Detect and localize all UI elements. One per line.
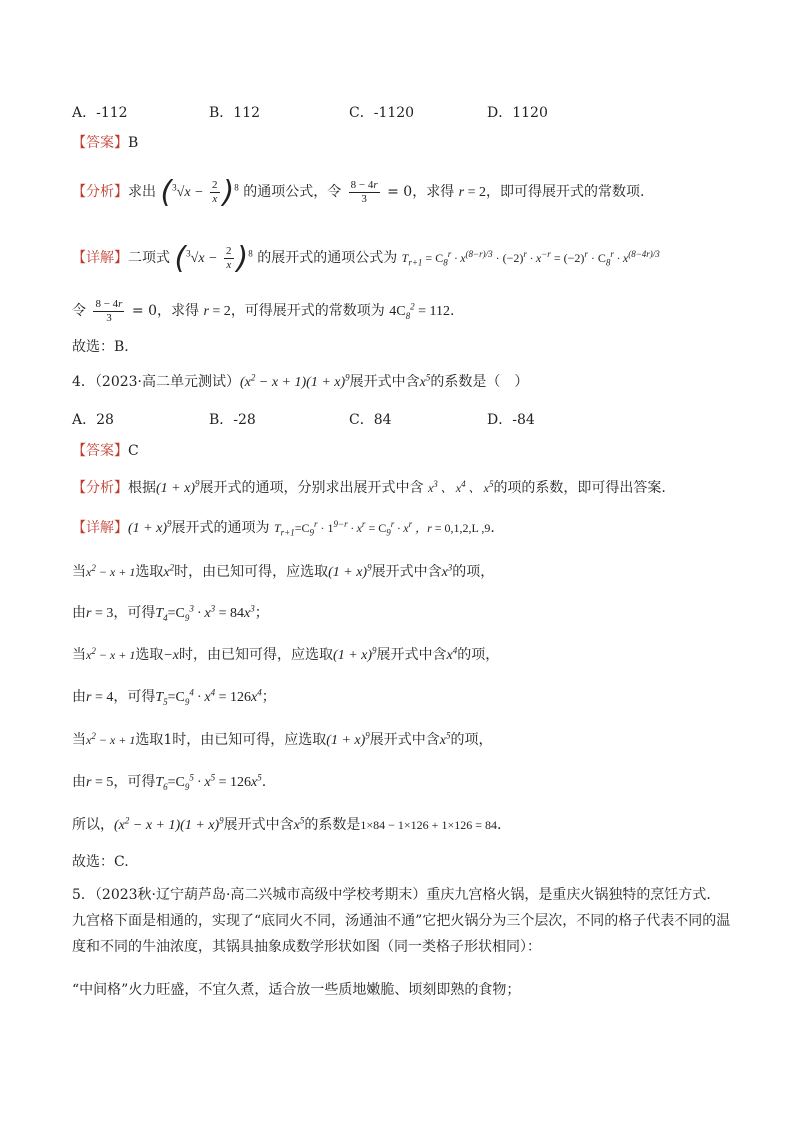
line4-mid: = 0，求得 <box>131 303 199 319</box>
line4-post: ，可得展开式的常数项为 <box>230 303 385 319</box>
q4-stem-prefix: 4．（2023·高二单元测试） <box>72 374 240 390</box>
case1-x3: $x^3$ <box>441 562 453 580</box>
q4-binomial: $(1 + x)^9$ <box>156 478 200 496</box>
analysis-tag: 【分析】 <box>72 184 128 200</box>
case1-pre: 当 <box>72 564 86 580</box>
sum-post: 的系数是 <box>304 817 361 833</box>
case1-binomial: $(1 + x)^9$ <box>328 562 372 580</box>
case2-poly: $x^2 - x + 1$ <box>86 646 136 662</box>
exponent-fraction-2: $\frac{8 - 4r}{3}$ <box>95 297 123 324</box>
r5-term: $T_6=C_9^5 \cdot x^5 = 126x^5$ <box>155 772 262 792</box>
sum-expression: $(x^2 - x + 1)(1 + x)^9$ <box>114 815 224 833</box>
r3-term: $T_4=C_9^3 \cdot x^3 = 84x^3$ <box>155 603 255 623</box>
case3-c: 展开式中含 <box>369 732 440 748</box>
general-term-formula: $T_{r+1} = C_8^r \cdot x^{(8-r)/3} \cdot (-2)^r \cdot x^{-r} = (-2)^r \cdot C_8^r \cdot x^{(8-4r)/3}$ <box>401 249 660 268</box>
r3-line: 由r = 3，可得$T_4=C_9^3 \cdot x^3 = 84x^3$； <box>72 603 269 623</box>
case1-d: 的项， <box>452 564 495 580</box>
option-b: B．112 <box>209 105 261 121</box>
sum-mid: 展开式中含 <box>223 817 294 833</box>
option-d: D．1120 <box>487 105 548 121</box>
case3-d: 的项， <box>450 732 493 748</box>
q5-paragraph: 5．（2023秋·辽宁葫芦岛·高二兴城市高级中学校考期末）重庆九宫格火锅，是重庆火锅独特的烹饪方式．九宫格下面是相通的，实现了“底同火不同，汤通油不通”它把火锅分为三个层次，不同的格子代表不同的温度和不同的牛油浓度，其锅具抽象成数学形状如图（同一类格子形状相同）： <box>72 887 731 955</box>
q4-stem-suffix: 的系数是（ ） <box>430 374 529 390</box>
q4-detail-line: 【详解】$(1 + x)^9$展开式的通项为 $T_{r+1}=C_9^r \cdot 1^{9-r} \cdot x^r = C_9^r \cdot x^r$ ，r = 0,1,2,L ,9. <box>72 518 495 538</box>
case2-d: 的项， <box>457 647 500 663</box>
q4-powers: $x^3$ 、 $x^4$ 、 $x^5$ <box>427 479 494 495</box>
constant-term: $4C_8^2 = 112$ <box>389 301 450 321</box>
q4-answer-line <box>72 441 139 461</box>
case3-pre: 当 <box>72 732 86 748</box>
q4-option-d: D．-84 <box>487 412 535 428</box>
case2-line <box>72 645 499 666</box>
case2-pre: 当 <box>72 647 86 663</box>
r4-term: $T_5=C_9^4 \cdot x^4 = 126x^4$ <box>155 687 262 707</box>
answer-tag: 【答案】 <box>72 135 128 151</box>
q4-analysis-pre: 根据 <box>128 480 156 496</box>
q4-option-a: A．28 <box>72 412 114 428</box>
r4-pre: 由 <box>72 689 86 705</box>
q4-expression: $(x^2 - x + 1)(1 + x)^9$ <box>240 372 350 390</box>
case3-x5: $x^5$ <box>439 730 451 748</box>
q4-option-c: C．84 <box>349 412 392 428</box>
q4-general-term: $T_{r+1}=C_9^r \cdot 1^{9-r} \cdot x^r = C_9^r \cdot x^r$ ，r = 0,1,2,L ,9 <box>273 519 491 538</box>
option-c: C．-1120 <box>349 105 415 121</box>
answer-value: B <box>128 135 139 151</box>
detail-tag: 【详解】 <box>72 250 128 266</box>
case1-c: 展开式中含 <box>371 564 442 580</box>
case2-b: 时，由已知可得，应选取 <box>179 647 334 663</box>
r-value: r = 2 <box>458 185 487 200</box>
sum-pre: 所以， <box>72 817 114 833</box>
case2-binomial: $(1 + x)^9$ <box>333 645 377 663</box>
detail-line-2: 令 $\frac{8 - 4r}{3}$ = 0，求得 r = 2，可得展开式的常数项为 $4C_8^2 = 112$. <box>72 297 455 324</box>
r-value-2: r = 2 <box>203 304 231 319</box>
q4-answer-tag: 【答案】 <box>72 443 128 459</box>
case1-x2: $x^2$ <box>163 562 175 580</box>
r4-value: r = 4 <box>86 690 114 705</box>
q3-conclusion: 故选：B. <box>72 339 129 355</box>
q4-binomial-2: $(1 + x)^9$ <box>128 518 172 536</box>
q4-analysis-end: 的项的系数，即可得出答案. <box>493 480 666 496</box>
r3-value: r = 3 <box>86 606 114 621</box>
case3-binomial: $(1 + x)^9$ <box>326 730 370 748</box>
case2-x4: $x^4$ <box>446 645 458 663</box>
analysis-mid: 的通项公式，令 <box>243 184 342 200</box>
sum-line: 所以，$(x^2 - x + 1)(1 + x)^9$展开式中含$x^5$的系数是1×84 − 1×126 + 1×126 = 84. <box>72 815 502 833</box>
r5-mid: ，可得 <box>113 774 156 790</box>
case1-poly: $x^2 - x + 1$ <box>86 563 136 579</box>
r4-mid: ，可得 <box>113 689 156 705</box>
r4-line: 由r = 4，可得$T_5=C_9^4 \cdot x^4 = 126x^4$； <box>72 687 276 707</box>
q4-answer-value: C <box>128 443 139 459</box>
analysis-post: ，即可得展开式的常数项. <box>486 184 645 200</box>
q4-detail-tag: 【详解】 <box>72 520 128 536</box>
analysis-pre: 求出 <box>128 184 156 200</box>
analysis-eq: = 0，求得 <box>387 184 455 200</box>
q4-term: $x^5$ <box>419 372 431 390</box>
q4-analysis-line <box>72 478 666 499</box>
exponent-fraction: $\frac{8 - 4r}{3}$ <box>350 178 378 205</box>
case2-minus-x: −x <box>163 648 180 663</box>
line4-pre: 令 <box>72 303 86 319</box>
q5-last-line: “中间格”火力旺盛，不宜久煮，适合放一些质地嫩脆、顷刻即熟的食物； <box>72 982 521 998</box>
detail-line <box>72 240 660 276</box>
case2-c: 展开式中含 <box>376 647 447 663</box>
detail-pre: 二项式 <box>128 250 170 266</box>
q4-stem-mid: 展开式中含 <box>349 374 420 390</box>
case3-poly: $x^2 - x + 1$ <box>86 731 136 747</box>
case3-line <box>72 730 493 751</box>
q4-analysis-tag: 【分析】 <box>72 480 128 496</box>
case3-a: 选取1时，由已知可得，应选取 <box>135 732 327 748</box>
r5-value: r = 5 <box>86 775 114 790</box>
r3-mid: ，可得 <box>113 605 156 621</box>
case1-b: 时，由已知可得，应选取 <box>174 564 329 580</box>
q4-detail-text: 展开式的通项为 <box>171 520 270 536</box>
detail-mid: 的展开式的通项公式为 <box>257 250 398 266</box>
analysis-line <box>72 174 645 210</box>
q4-stem <box>72 372 528 393</box>
option-a: A．-112 <box>72 105 128 121</box>
binomial-expression: ($^3$√x − $\frac{2}{x}$ )$^8$ <box>160 174 239 210</box>
sum-calc: 1×84 − 1×126 + 1×126 = 84 <box>360 818 497 832</box>
case1-line <box>72 562 494 583</box>
case2-a: 选取 <box>135 647 164 663</box>
binomial-expression-2: ($^3$√x − $\frac{2}{x}$ )$^8$ <box>174 240 253 276</box>
answer-line <box>72 133 138 153</box>
q4-analysis-text: 展开式的通项，分别求出展开式中含 <box>199 480 424 496</box>
q4-conclusion: 故选：C. <box>72 854 129 870</box>
r5-line: 由r = 5，可得$T_6=C_9^5 \cdot x^5 = 126x^5$. <box>72 772 267 792</box>
sum-x5: $x^5$ <box>293 815 305 833</box>
r5-pre: 由 <box>72 774 86 790</box>
r3-pre: 由 <box>72 605 86 621</box>
case1-a: 选取 <box>135 564 164 580</box>
q4-option-b: B．-28 <box>209 412 256 428</box>
